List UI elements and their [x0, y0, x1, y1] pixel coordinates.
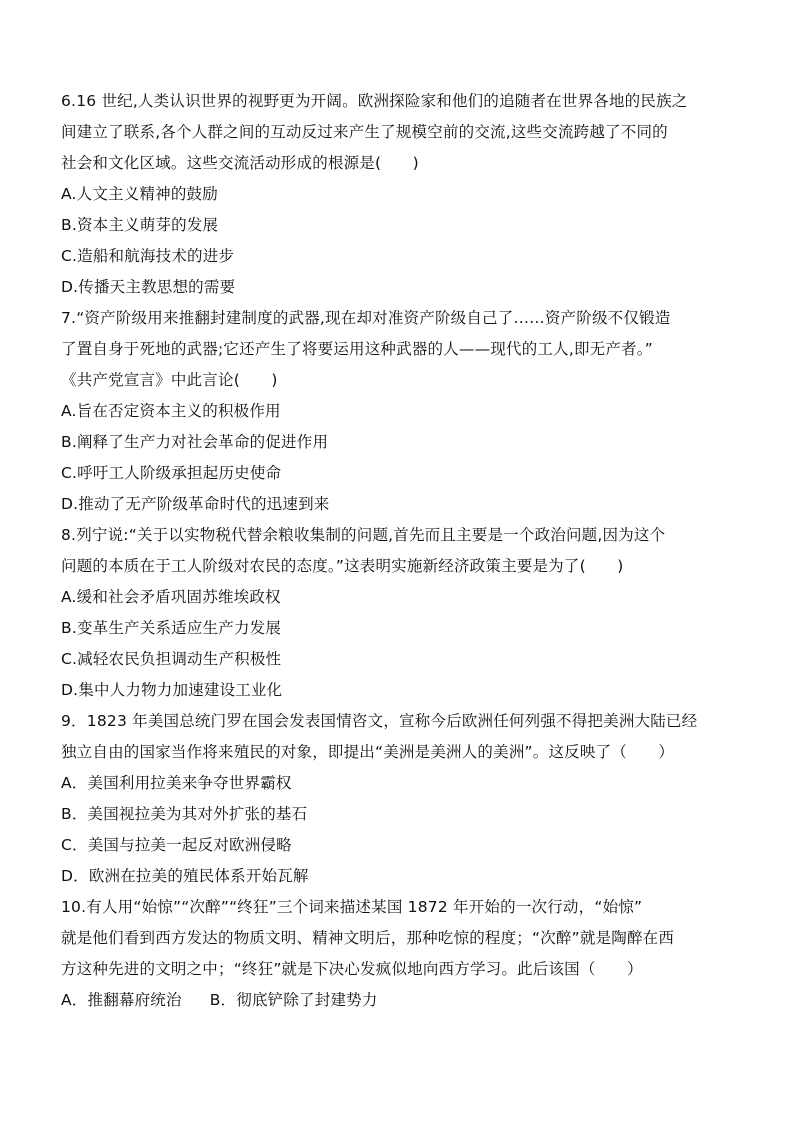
option-b: B．彻底铲除了封建势力 [209, 991, 378, 1009]
option-d: D.推动了无产阶级革命时代的迅速到来 [61, 495, 330, 513]
question-10 [61, 892, 733, 1016]
question-8 [61, 520, 733, 706]
option-c: C．美国与拉美一起反对欧洲侵略 [61, 836, 292, 854]
option-a: A.人文主义精神的鼓励 [61, 185, 218, 203]
option-a: A．美国利用拉美来争夺世界霸权 [61, 774, 292, 792]
question-6 [61, 86, 733, 303]
question-stem-line: 10.有人用“始惊”“次醉”“终狂”三个词来描述某国 1872 年开始的一次行动，“始惊” [61, 898, 643, 916]
question-7 [61, 303, 733, 520]
option-d: D.集中人力物力加速建设工业化 [61, 681, 283, 699]
option-b: B.资本主义萌芽的发展 [61, 216, 219, 234]
option-c: C.呼吁工人阶级承担起历史使命 [61, 464, 282, 482]
option-a: A.缓和社会矛盾巩固苏维埃政权 [61, 588, 281, 606]
option-c: C.减轻农民负担调动生产积极性 [61, 650, 282, 668]
option-d: D.传播天主教思想的需要 [61, 278, 236, 296]
question-9 [61, 706, 733, 892]
question-stem-line: 问题的本质在于工人阶级对农民的态度。”这表明实施新经济政策主要是为了( ) [61, 557, 624, 575]
question-stem-line: 就是他们看到西方发达的物质文明、精神文明后，那种吃惊的程度；“次醉”就是陶醉在西 [61, 929, 675, 947]
option-b: B．美国视拉美为其对外扩张的基石 [61, 805, 308, 823]
option-b: B.阐释了生产力对社会革命的促进作用 [61, 433, 329, 451]
question-stem-line: 方这种先进的文明之中；“终狂”就是下决心发疯似地向西方学习。此后该国（ ） [61, 960, 643, 978]
option-d: D．欧洲在拉美的殖民体系开始瓦解 [61, 867, 309, 885]
inline-options-row [61, 985, 733, 1016]
question-stem-line: 8.列宁说:“关于以实物税代替余粮收集制的问题,首先而且主要是一个政治问题,因为这个 [61, 526, 666, 544]
question-stem-line: 7.“资产阶级用来推翻封建制度的武器,现在却对准资产阶级自己了……资产阶级不仅锻造 [61, 309, 671, 327]
question-stem-line: 《共产党宣言》中此言论( ) [61, 371, 278, 389]
question-stem-line: 6.16 世纪,人类认识世界的视野更为开阔。欧洲探险家和他们的追随者在世界各地的民族之 [61, 92, 688, 110]
question-stem-line: 了置自身于死地的武器;它还产生了将要运用这种武器的人——现代的工人,即无产者。” [61, 340, 653, 358]
option-c: C.造船和航海技术的进步 [61, 247, 235, 265]
question-stem-line: 独立自由的国家当作将来殖民的对象，即提出“美洲是美洲人的美洲”。这反映了（ ） [61, 743, 675, 761]
question-stem-line: 社会和文化区域。这些交流活动形成的根源是( ) [61, 154, 419, 172]
question-stem-line: 9．1823 年美国总统门罗在国会发表国情咨文，宣称今后欧洲任何列强不得把美洲大陆已经 [61, 712, 698, 730]
question-stem-line: 间建立了联系,各个人群之间的互动反过来产生了规模空前的交流,这些交流跨越了不同的 [61, 123, 668, 141]
option-a: A.旨在否定资本主义的积极作用 [61, 402, 281, 420]
document-page [61, 86, 733, 1016]
option-b: B.变革生产关系适应生产力发展 [61, 619, 282, 637]
option-a: A．推翻幕府统治 [61, 991, 182, 1009]
